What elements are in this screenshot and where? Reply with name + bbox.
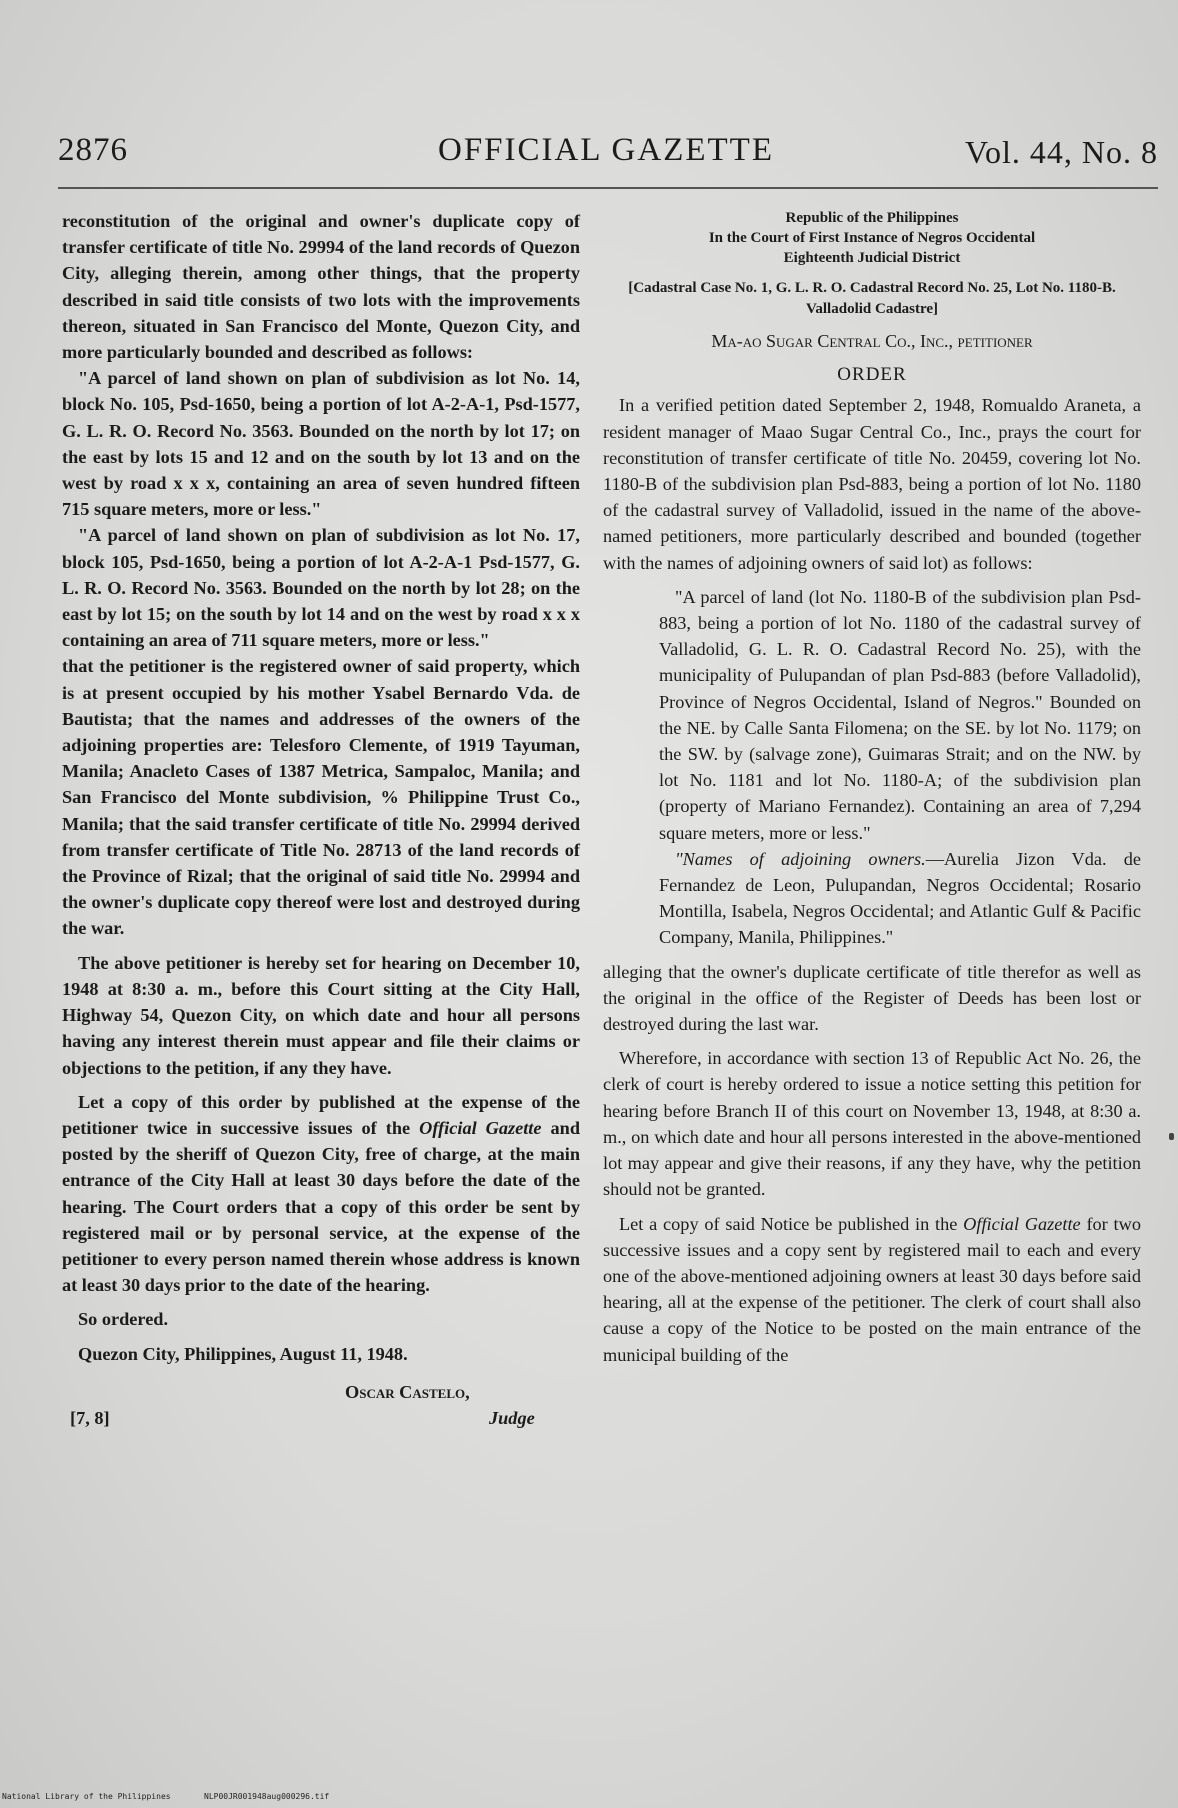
page-header [58,132,1158,182]
page-number: 2876 [58,132,128,168]
judge-name: Oscar Castelo, [345,1381,470,1402]
volume-issue: Vol. 44, No. 8 [965,134,1158,170]
right-paragraph-4: Let a copy of said Notice be published in the Official Gazette for two successive issues and a copy sent by registered mail to each and every one of the above-mentioned adjoining owners at least 30 days before said hearing, all at the expense of the petitioner. The clerk of court shall also cause a copy of the Notice to be posted on the main entrance of the municipal building of the [603,1213,1141,1365]
left-paragraph-1: reconstitution of the original and owner's duplicate copy of transfer certificate of title No. 29994 of the land records of Quezon City, alleging therein, among other things, that the property described in said title consists of two lots with the improvements thereon, situated in San Francisco del Monte, Quezon City, and more particularly bounded and described as follows: [62,211,580,363]
left-paragraph-4: Let a copy of this order by published at the expense of the petitioner twice in successive issues of the Official Gazette and posted by the sheriff of Quezon City, free of charge, at the main entrance of the City Hall at least 30 days before the date of the hearing. The Court orders that a copy of this order be sent by registered mail or by personal service, at the expense of the petitioner to every person named therein whose address is known at least 30 days prior to the date of the hearing. [62,1091,580,1296]
case-caption: [Cadastral Case No. 1, G. L. R. O. Cadastral Record No. 25, Lot No. 1180-B. Valladolid Cadastre] [628,280,1116,317]
right-paragraph-3: Wherefore, in accordance with section 13 of Republic Act No. 26, the clerk of court is hereby ordered to issue a notice setting this petition for hearing before Branch II of this court on November 13, 1948, at 8:30 a. m., on which date and hour all persons interested in the above-mentioned lot may appear and give their reasons, if any they have, why the petition should not be granted. [603,1048,1141,1200]
right-quote-1: "A parcel of land (lot No. 1180-B of the subdivision plan Psd-883, being a portion of lot No. 1180 of the cadastral survey of Valladolid, G. L. R. O. Cadastral Record No. 25), with the municipality of Pulupandan of plan Psd-883 (before Valladolid), Province of Negros Occidental, Island of Negros." Bounded on the NE. by Calle Santa Filomena; on the SE. by lot No. 1179; on the SW. by (salvage zone), Guimaras Strait; and on the NW. by lot No. 1181 and lot No. 1180-A; of the subdivision plan (property of Mariano Fernandez). Containing an area of 7,294 square meters, more or less." [659,586,1141,843]
petitioner-line: Ma-ao Sugar Central Co., Inc., petitioner [711,331,1033,351]
publication-title: OFFICIAL GAZETTE [438,132,774,168]
left-column [62,208,580,1443]
court-name: In the Court of First Instance of Negros Occidental [708,230,1036,246]
footer-library: National Library of the Philippines [2,1792,171,1801]
so-ordered: So ordered. [78,1309,169,1330]
order-heading: ORDER [837,364,907,386]
place-date: Quezon City, Philippines, August 11, 1948. [78,1343,408,1364]
gazette-name: Official Gazette [419,1117,542,1138]
judge-title: Judge [489,1407,535,1428]
right-paragraph-2: alleging that the owner's duplicate certificate of title therefor as well as the original in the office of the Register of Deeds has been lost or destroyed during the last war. [603,961,1141,1035]
signature-block [62,1373,580,1443]
left-paragraph-2: that the petitioner is the registered owner of said property, which is at present occupied by his mother Ysabel Bernardo Vda. de Bautista; that the names and addresses of the owners of the adjoining properties are: Telesforo Clemente, of 1919 Tayuman, Manila; Anacleto Cases of 1387 Metrica, Sampaloc, Manila; and San Francisco del Monte subdivision, % Philippine Trust Co., Manila; that the said transfer certificate of title No. 29994 derived from transfer certificate of Title No. 28713 of the land records of the Province of Rizal; that the original of said title No. 29994 and the owner's duplicate copy thereof were lost and destroyed during the war. [62,656,580,939]
adjoining-owners-label: "Names of adjoining owners. [675,848,926,869]
left-paragraph-3: The above petitioner is hereby set for hearing on December 10, 1948 at 8:30 a. m., before this Court sitting at the City Hall, Highway 54, Quezon City, on which date and hour all persons having any interest therein must appear and file their claims or objections to the petition, if any they have. [62,952,580,1078]
court-republic: Republic of the Philippines [785,210,959,226]
gazette-name-right: Official Gazette [963,1213,1081,1234]
scan-footer [0,1786,1178,1808]
right-column [603,208,1141,1368]
left-quote-2: "A parcel of land shown on plan of subdivision as lot No. 17, block 105, Psd-1650, being a portion of lot A-2-A-1 Psd-1577, G. L. R. O. Record No. 3563. Bounded on the north by lot 28; on the east by lot 15; on the south by lot 14 and on the west by road x x x containing an area of 711 square meters, more or less." [62,525,580,651]
left-quote-1: "A parcel of land shown on plan of subdivision as lot No. 14, block No. 105, Psd-1650, being a portion of lot A-2-A-1, Psd-1577, G. L. R. O. Record No. 3563. Bounded on the north by lot 17; on the east by lots 15 and 12 and on the south by lot 13 and on the west by road x x x, containing an area of seven hundred fifteen 715 square meters, more or less." [62,368,580,520]
header-rule [58,187,1158,189]
reference-number: [7, 8] [70,1407,110,1428]
right-quote-2: "Names of adjoining owners.—Aurelia Jizon Vda. de Fernandez de Leon, Pulupandan, Negros Occidental; Rosario Montilla, Isabela, Negros Occidental; and Atlantic Gulf & Pacific Company, Manila, Philippines." [659,848,1141,948]
right-paragraph-1: In a verified petition dated September 2, 1948, Romualdo Araneta, a resident manager of Maao Sugar Central Co., Inc., prays the court for reconstitution of transfer certificate of title No. 20459, covering lot No. 1180-B of the subdivision plan Psd-883, being a portion of lot No. 1180 of the cadastral survey of Valladolid, issued in the name of the above-named petitioners, more particularly described and bounded (together with the names of adjoining owners of said lot) as follows: [603,395,1141,573]
footer-file: NLP00JR001948aug000296.tif [204,1792,330,1801]
court-district: Eighteenth Judicial District [783,250,961,266]
scan-speck [1169,1133,1174,1140]
